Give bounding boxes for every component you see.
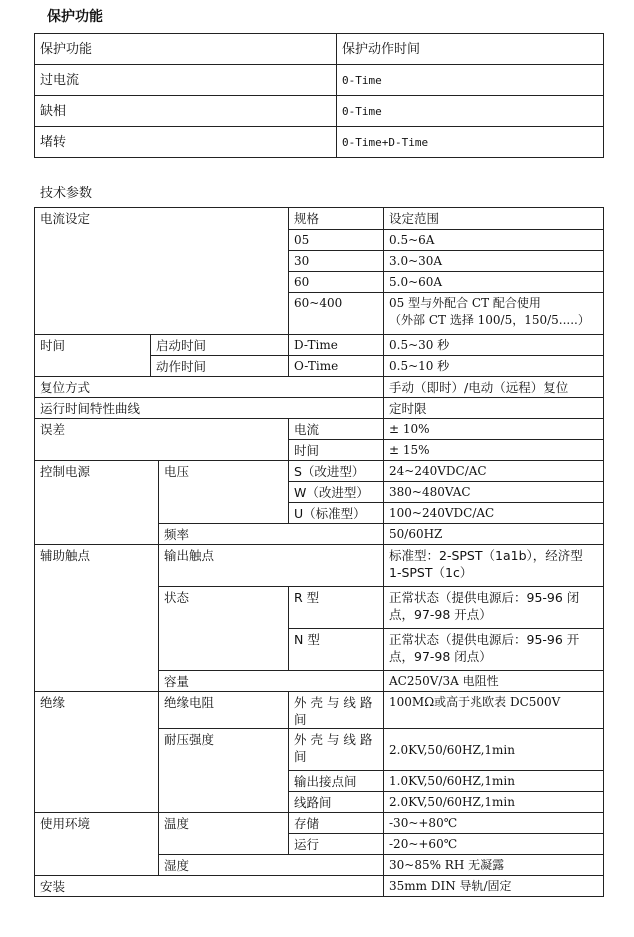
temp-value: -30~+80℃	[384, 813, 604, 834]
protection-table	[34, 33, 604, 158]
temp-type: 存储	[289, 813, 384, 834]
volt-label: 耐压强度	[159, 729, 289, 813]
table-row	[35, 208, 604, 230]
temp-value: -20~+60℃	[384, 834, 604, 855]
table-row	[35, 876, 604, 897]
range-line: 05 型与外配合 CT 配合使用	[389, 296, 541, 310]
output-label: 输出触点	[159, 545, 384, 587]
volt-value: 1.0KV,50/60HZ,1min	[384, 771, 604, 792]
protection-name: 堵转	[35, 127, 337, 158]
aux-label: 辅助触点	[35, 545, 159, 692]
range-cell	[384, 293, 604, 335]
table-row	[35, 335, 604, 356]
install-value: 35mm DIN 导轨/固定	[384, 876, 604, 897]
state-label: 状态	[159, 587, 289, 671]
protection-name: 过电流	[35, 65, 337, 96]
protection-time: 0-Time	[337, 96, 604, 127]
table-row	[35, 813, 604, 834]
value-line: 正常状态（提供电源后：95-96 开	[389, 632, 580, 647]
temp-label: 温度	[159, 813, 289, 855]
voltage-type: S（改进型）	[289, 461, 384, 482]
spec-header: 规格	[289, 208, 384, 230]
protection-time: 0-Time	[337, 65, 604, 96]
time-label: 时间	[35, 335, 151, 377]
table-row	[35, 96, 604, 127]
range-line: （外部 CT 选择 100/5，150/5.....）	[389, 313, 590, 327]
table-row	[35, 65, 604, 96]
voltage-type: U（标准型）	[289, 503, 384, 524]
table-row	[35, 34, 604, 65]
value-line: 点，97-98 开点）	[389, 607, 492, 622]
type-line: 间	[294, 712, 307, 727]
temp-type: 运行	[289, 834, 384, 855]
current-label: 电流设定	[35, 208, 289, 335]
table-row	[35, 461, 604, 482]
tech-table	[34, 207, 604, 897]
tech-title: 技术参数	[40, 186, 93, 201]
time-code: D-Time	[289, 335, 384, 356]
insulation-label: 绝缘	[35, 692, 159, 813]
output-value	[384, 545, 604, 587]
time-range: 0.5~10 秒	[384, 356, 604, 377]
power-label: 控制电源	[35, 461, 159, 545]
value-line: 点，97-98 闭点）	[389, 649, 492, 664]
value-line: 标准型：2-SPST（1a1b），经济型	[389, 548, 583, 563]
time-sub: 动作时间	[151, 356, 289, 377]
spec-cell: 05	[289, 230, 384, 251]
r-value	[384, 587, 604, 629]
value-line: 1-SPST（1c）	[389, 565, 473, 580]
volt-type: 线路间	[289, 792, 384, 813]
error-value: ± 10%	[384, 419, 604, 440]
voltage-label: 电压	[159, 461, 289, 524]
table-row	[35, 127, 604, 158]
protection-time: 0-Time+D-Time	[337, 127, 604, 158]
spec-cell: 60	[289, 272, 384, 293]
voltage-value: 380~480VAC	[384, 482, 604, 503]
error-value: ± 15%	[384, 440, 604, 461]
hum-label: 湿度	[159, 855, 384, 876]
spec-cell: 60~400	[289, 293, 384, 335]
error-label: 误差	[35, 419, 289, 461]
res-label: 绝缘电阻	[159, 692, 289, 729]
table-row	[35, 545, 604, 587]
env-label: 使用环境	[35, 813, 159, 876]
time-code: O-Time	[289, 356, 384, 377]
header-cell: 保护动作时间	[337, 34, 604, 65]
header-cell: 保护功能	[35, 34, 337, 65]
res-type	[289, 692, 384, 729]
table-row	[35, 398, 604, 419]
volt-type	[289, 729, 384, 771]
type-line: 外 壳 与 线 路	[294, 695, 373, 710]
range-cell: 3.0~30A	[384, 251, 604, 272]
time-range: 0.5~30 秒	[384, 335, 604, 356]
range-cell: 5.0~60A	[384, 272, 604, 293]
table-row	[35, 377, 604, 398]
error-sub: 电流	[289, 419, 384, 440]
range-header: 设定范围	[384, 208, 604, 230]
range-cell: 0.5~6A	[384, 230, 604, 251]
reset-label: 复位方式	[35, 377, 384, 398]
type-line: 外 壳 与 线 路	[294, 732, 373, 747]
type-line: 间	[294, 749, 307, 764]
hum-value: 30~85% RH 无凝露	[384, 855, 604, 876]
protection-name: 缺相	[35, 96, 337, 127]
time-sub: 启动时间	[151, 335, 289, 356]
cap-label: 容量	[159, 671, 384, 692]
voltage-value: 100~240VDC/AC	[384, 503, 604, 524]
cap-value: AC250V/3A 电阻性	[384, 671, 604, 692]
res-value: 100MΩ或高于兆欧表 DC500V	[384, 692, 604, 729]
voltage-type: W（改进型）	[289, 482, 384, 503]
protection-title: 保护功能	[47, 9, 103, 25]
voltage-value: 24~240VDC/AC	[384, 461, 604, 482]
curve-label: 运行时间特性曲线	[35, 398, 384, 419]
install-label: 安装	[35, 876, 384, 897]
freq-label: 频率	[159, 524, 384, 545]
curve-value: 定时限	[384, 398, 604, 419]
volt-value: 2.0KV,50/60HZ,1min	[384, 729, 604, 771]
freq-value: 50/60HZ	[384, 524, 604, 545]
n-value	[384, 629, 604, 671]
value-line: 正常状态（提供电源后：95-96 闭	[389, 590, 580, 605]
table-row	[35, 692, 604, 729]
r-type: R 型	[289, 587, 384, 629]
volt-type: 输出接点间	[289, 771, 384, 792]
reset-value: 手动（即时）/电动（远程）复位	[384, 377, 604, 398]
error-sub: 时间	[289, 440, 384, 461]
table-row	[35, 419, 604, 440]
spec-cell: 30	[289, 251, 384, 272]
volt-value: 2.0KV,50/60HZ,1min	[384, 792, 604, 813]
n-type: N 型	[289, 629, 384, 671]
